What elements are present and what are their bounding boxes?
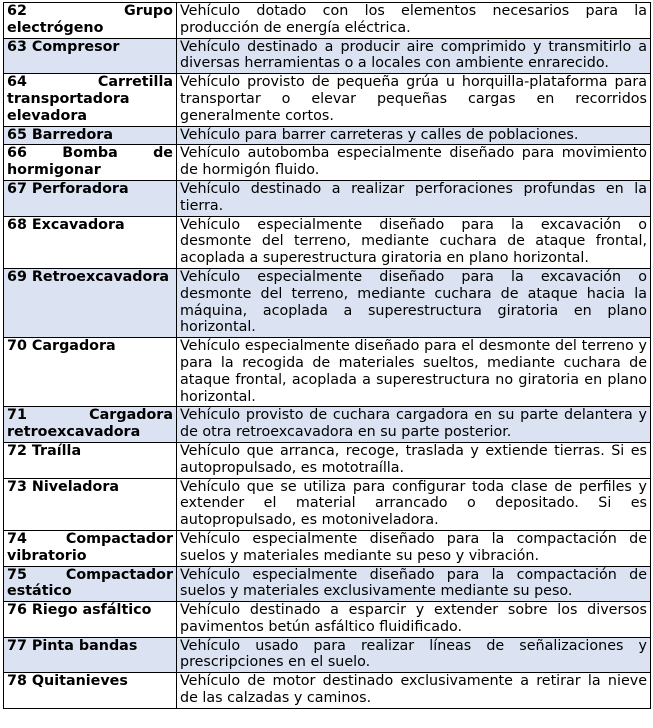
table-row	[4, 407, 651, 443]
table-row	[4, 566, 651, 602]
table-row	[4, 216, 651, 268]
vehicle-definition: Vehículo de motor destinado exclusivamente a retirar la nieve de las calzadas y caminos.	[177, 673, 651, 709]
vehicle-definition: Vehículo provisto de cuchara cargadora en su parte delantera y de otra retroexcavadora en su parte posterior.	[177, 407, 651, 443]
vehicle-definition: Vehículo usado para realizar líneas de señalizaciones y prescripciones en el suelo.	[177, 637, 651, 673]
vehicle-term: 70 Cargadora	[4, 338, 177, 407]
vehicle-term: 74 Compactador vibratorio	[4, 530, 177, 566]
vehicle-term: 75 Compactador estático	[4, 566, 177, 602]
vehicle-definitions-table	[3, 2, 651, 709]
vehicle-definition: Vehículo dotado con los elementos necesarios para la producción de energía eléctrica.	[177, 3, 651, 39]
vehicle-term: 77 Pinta bandas	[4, 637, 177, 673]
vehicle-term: 69 Retroexcavadora	[4, 268, 177, 337]
vehicle-term: 63 Compresor	[4, 38, 177, 74]
table-row	[4, 478, 651, 530]
table-row	[4, 268, 651, 337]
table-row	[4, 530, 651, 566]
table-row	[4, 338, 651, 407]
vehicle-term: 65 Barredora	[4, 126, 177, 145]
vehicle-definition: Vehículo destinado a esparcir y extender sobre los diversos pavimentos betún asfáltico fluidificado.	[177, 602, 651, 638]
vehicle-definition: Vehículo especialmente diseñado para la compactación de suelos y materiales mediante su peso y vibración.	[177, 530, 651, 566]
vehicle-term: 68 Excavadora	[4, 216, 177, 268]
vehicle-term: 72 Traílla	[4, 442, 177, 478]
table-row	[4, 126, 651, 145]
vehicle-definition: Vehículo provisto de pequeña grúa u horquilla-plataforma para transportar o elevar pequeñas cargas en recorridos generalmente cortos.	[177, 74, 651, 126]
table-row	[4, 637, 651, 673]
vehicle-term: 66 Bomba de hormigonar	[4, 145, 177, 181]
vehicle-term: 71 Cargadora retroexcavadora	[4, 407, 177, 443]
vehicle-definition: Vehículo autobomba especialmente diseñado para movimiento de hormigón fluido.	[177, 145, 651, 181]
vehicle-term: 73 Niveladora	[4, 478, 177, 530]
vehicle-definition: Vehículo especialmente diseñado para la excavación o desmonte del terreno, mediante cuchara de ataque frontal, acoplada a superestructura giratoria en plano horizontal.	[177, 216, 651, 268]
vehicle-definition: Vehículo destinado a producir aire comprimido y transmitirlo a diversas herramientas o a locales con ambiente enrarecido.	[177, 38, 651, 74]
vehicle-definition: Vehículo para barrer carreteras y calles de poblaciones.	[177, 126, 651, 145]
vehicle-term: 78 Quitanieves	[4, 673, 177, 709]
table-row	[4, 180, 651, 216]
table-row	[4, 3, 651, 39]
table-row	[4, 673, 651, 709]
vehicle-definition: Vehículo especialmente diseñado para la compactación de suelos y materiales exclusivamente mediante su peso.	[177, 566, 651, 602]
vehicle-definition: Vehículo que se utiliza para configurar toda clase de perfiles y extender el material arrancado o depositado. Si es autopropulsado, es motoniveladora.	[177, 478, 651, 530]
vehicle-term: 62 Grupo electrógeno	[4, 3, 177, 39]
vehicle-definition: Vehículo especialmente diseñado para la excavación o desmonte del terreno, mediante cuchara de ataque hacia la máquina, acoplada a superestructura giratoria en plano horizontal.	[177, 268, 651, 337]
table-row	[4, 38, 651, 74]
table-row	[4, 602, 651, 638]
table-row	[4, 145, 651, 181]
vehicle-definition: Vehículo que arranca, recoge, traslada y extiende tierras. Si es autopropulsado, es mototraílla.	[177, 442, 651, 478]
vehicle-term: 76 Riego asfáltico	[4, 602, 177, 638]
table-row	[4, 442, 651, 478]
vehicle-definition: Vehículo especialmente diseñado para el desmonte del terreno y para la recogida de materiales sueltos, mediante cuchara de ataque frontal, acoplada a superestructura no giratoria en plano horizontal.	[177, 338, 651, 407]
vehicle-definition: Vehículo destinado a realizar perforaciones profundas en la tierra.	[177, 180, 651, 216]
vehicle-definitions-body	[4, 3, 651, 709]
vehicle-term: 67 Perforadora	[4, 180, 177, 216]
vehicle-term: 64 Carretilla transportadora elevadora	[4, 74, 177, 126]
table-row	[4, 74, 651, 126]
